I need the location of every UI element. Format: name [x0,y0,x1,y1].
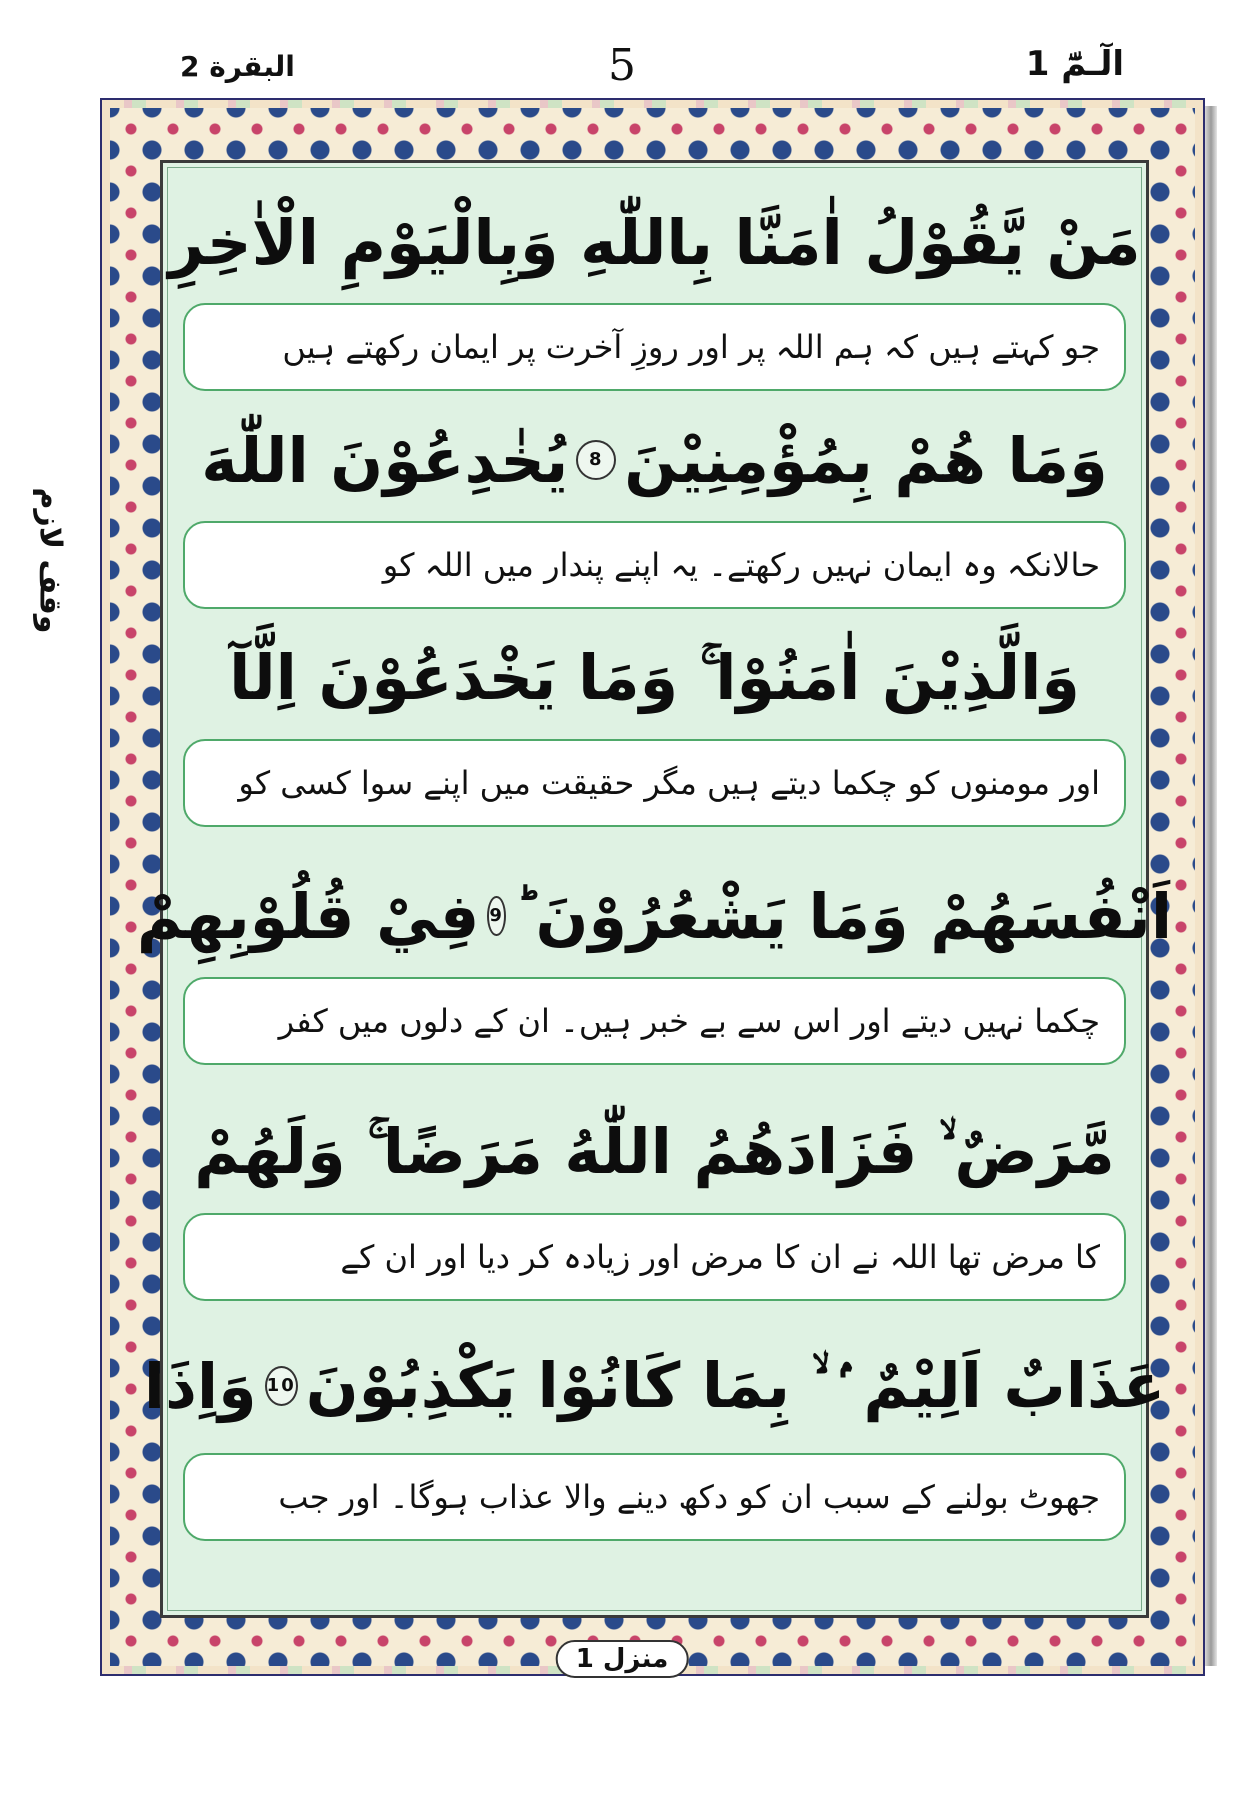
verse-number-marker: 10 [265,1366,298,1406]
arabic-text: مَّرَضٌ ۙ فَزَادَهُمُ اللّٰهُ مَرَضًا ۚ وَلَهُمْ [194,1115,1115,1188]
arabic-line [179,401,1130,519]
verse-number-marker: 9 [487,896,506,936]
arabic-line [143,1327,1166,1445]
text-panel [136,160,1173,1618]
margin-note [20,410,80,710]
arabic-text: فِيْ قُلُوْبِهِمْ [136,879,480,953]
arabic-line [136,857,1173,975]
ornamental-border [100,98,1205,1676]
arabic-text: وَالَّذِيْنَ اٰمَنُوْا ۚ وَمَا يَخْدَعُوْنَ اِلَّآ [229,641,1080,714]
arabic-text: وَمَا هُمْ بِمُؤْمِنِيْنَ [624,423,1108,497]
waqf-note: وقف لازم [32,486,68,634]
manzil-badge: منزل 1 [556,1640,689,1678]
urdu-translation: حالانکہ وہ ایمان نہیں رکھتے۔ یہ اپنے پندار میں اللہ کو [382,546,1100,584]
urdu-translation: جو کہتے ہیں کہ ہم اللہ پر اور روزِ آخرت پر ایمان رکھتے ہیں [282,328,1100,366]
translation-box [183,1213,1126,1301]
para-name: الٓـمّٓ 1 [1025,44,1124,84]
page-edge [1205,106,1217,1666]
arabic-text: عَذَابٌ اَلِيْمٌ ۢ ۙ بِمَا كَانُوْا يَكْذِبُوْنَ [305,1349,1166,1422]
verse-number-marker: 8 [576,440,616,480]
translation-box [183,977,1126,1065]
arabic-line [179,1093,1130,1211]
translation-box [183,1453,1126,1541]
arabic-line [179,619,1130,737]
urdu-translation: اور مومنوں کو چکما دیتے ہیں مگر حقیقت میں اپنے سوا کسی کو [238,764,1100,802]
page-header [0,40,1244,100]
urdu-translation: کا مرض تھا اللہ نے ان کا مرض اور زیادہ کر دیا اور ان کے [340,1238,1100,1276]
urdu-translation: جھوٹ بولنے کے سبب ان کو دکھ دینے والا عذاب ہوگا۔ اور جب [278,1478,1100,1516]
page-number: 5 [608,40,636,91]
arabic-text: مَنْ يَّقُوْلُ اٰمَنَّا بِاللّٰهِ وَبِالْيَوْمِ الْاٰخِرِ [168,205,1141,279]
arabic-text: يُخٰدِعُوْنَ اللّٰهَ [201,423,569,497]
arabic-text: وَاِذَا [143,1349,257,1423]
translation-box [183,303,1126,391]
translation-box [183,521,1126,609]
arabic-text: اَنْفُسَهُمْ وَمَا يَشْعُرُوْنَ ؕ [513,879,1173,953]
translation-box [183,739,1126,827]
surah-name: البقرة 2 [180,50,295,83]
arabic-line [168,183,1141,301]
urdu-translation: چکما نہیں دیتے اور اس سے بے خبر ہیں۔ ان کے دلوں میں کفر [278,1002,1100,1040]
